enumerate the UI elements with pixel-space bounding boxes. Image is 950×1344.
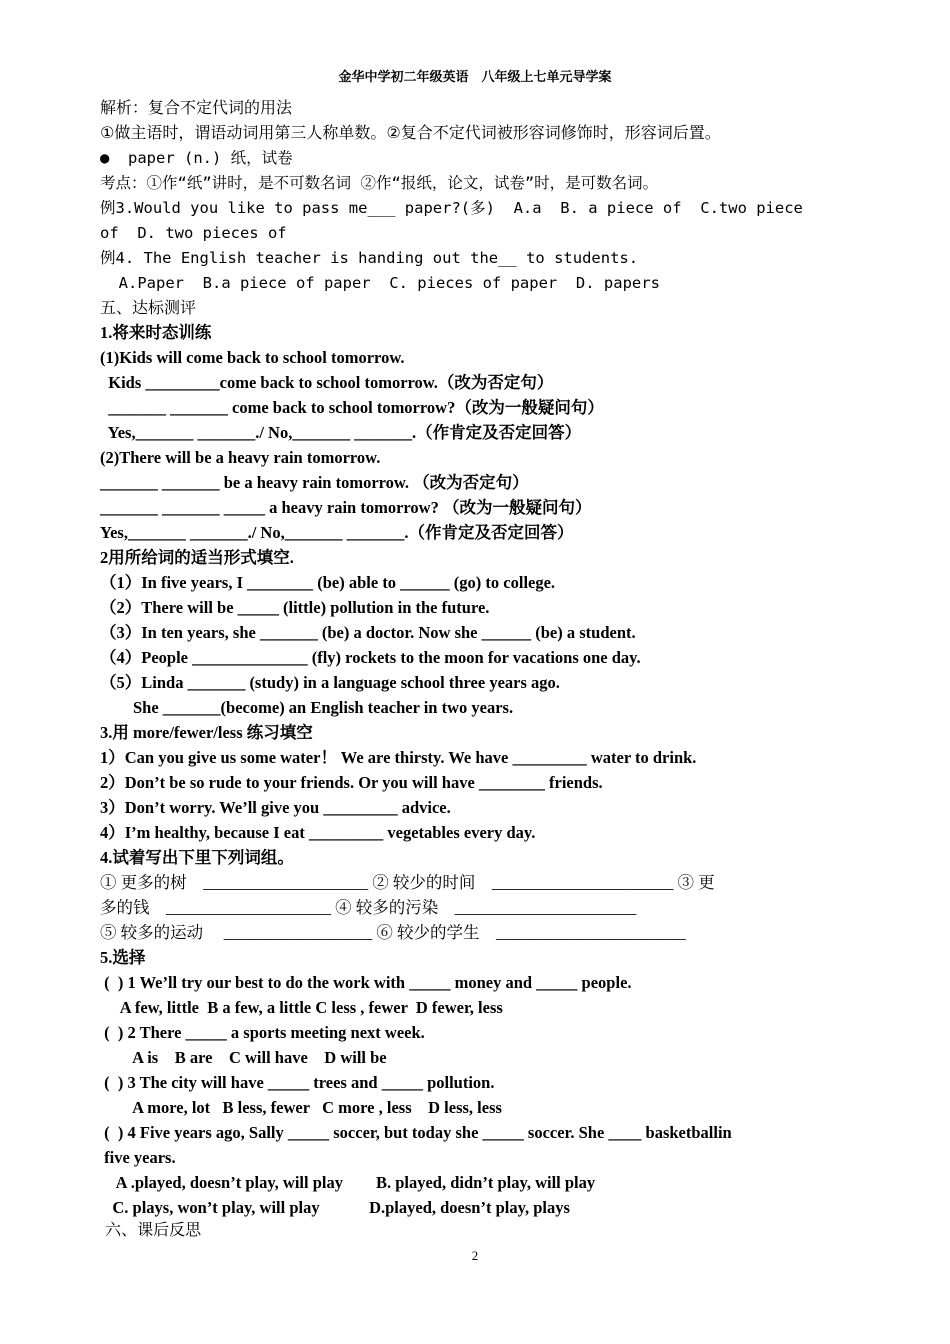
text-line: 3）Don’t worry. We’ll give you _________ advice. [100,798,451,817]
text-line: 2）Don’t be so rude to your friends. Or you will have ________ friends. [100,773,603,792]
text-line: ( ) 4 Five years ago, Sally _____ soccer, but today she _____ soccer. She ____ basketballin [100,1123,732,1142]
page-header: 金华中学初二年级英语 八年级上七单元导学案 [338,70,612,85]
text-line: of D. two pieces of [100,224,287,242]
section-heading: 六、课后反思 [100,1220,202,1239]
text-line: five years. [100,1148,176,1167]
text-line: A few, little B a few, a little C less , fewer D fewer, less [100,998,503,1017]
text-line: A .played, doesn’t play, will play B. played, didn’t play, will play [100,1173,596,1192]
text-line: She _______(become) an English teacher in two years. [100,698,514,717]
section-heading: 2用所给词的适当形式填空. [100,548,294,567]
text-line: 考点：①作“纸”讲时，是不可数名词 ②作“报纸，论文，试卷”时，是可数名词。 [100,174,659,192]
text-line: A more, lot B less, fewer C more , less D less, less [100,1098,502,1117]
text-line: Yes,_______ _______./ No,_______ _______.（作肯定及否定回答） [100,523,574,542]
text-line: 多的钱 ____________________ ④ 较多的污染 ______________________ [100,898,637,917]
text-line: Yes,_______ _______./ No,_______ _______.（作肯定及否定回答） [100,423,582,442]
text-line: _______ _______ be a heavy rain tomorrow. （改为否定句） [100,473,529,492]
text-line: 解析：复合不定代词的用法 [100,98,293,117]
text-line: ⑤ 较多的运动 __________________ ⑥ 较少的学生 _______________________ [100,923,686,942]
section-heading: 五、达标测评 [100,298,197,317]
text-line: （2）There will be _____ (little) pollution in the future. [100,598,490,617]
text-line: ( ) 3 The city will have _____ trees and _____ pollution. [100,1073,495,1092]
text-line: (2)There will be a heavy rain tomorrow. [100,448,381,467]
text-line: ①做主语时，谓语动词用第三人称单数。②复合不定代词被形容词修饰时，形容词后置。 [100,123,721,142]
text-line: 4）I’m healthy, because I eat _________ vegetables every day. [100,823,536,842]
text-line: 例3.Would you like to pass me___ paper?(多) A.a B. a piece of C.two piece [100,199,803,217]
text-line: ( ) 2 There _____ a sports meeting next week. [100,1023,425,1042]
text-line: ● paper (n.) 纸，试卷 [100,149,293,167]
page-number: 2 [471,1248,479,1263]
text-line: 例4. The English teacher is handing out the__ to students. [100,249,639,267]
section-heading: 1.将来时态训练 [100,323,212,342]
text-line: _______ _______ _____ a heavy rain tomorrow? （改为一般疑问句） [100,498,592,517]
section-heading: 3.用 more/fewer/less 练习填空 [100,723,313,742]
section-heading: 4.试着写出下里下列词组。 [100,848,294,867]
text-line: (1)Kids will come back to school tomorrow. [100,348,405,367]
text-line: _______ _______ come back to school tomorrow?（改为一般疑问句） [100,398,604,417]
text-line: A is B are C will have D will be [100,1048,387,1067]
text-line: ( ) 1 We’ll try our best to do the work with _____ money and _____ people. [100,973,632,992]
text-line: （3）In ten years, she _______ (be) a doctor. Now she ______ (be) a student. [100,623,636,642]
text-line: A.Paper B.a piece of paper C. pieces of paper D. papers [100,274,660,292]
text-line: （5）Linda _______ (study) in a language school three years ago. [100,673,560,692]
text-line: 1）Can you give us some water！ We are thirsty. We have _________ water to drink. [100,748,697,767]
text-line: C. plays, won’t play, will play D.played, doesn’t play, plays [100,1198,570,1217]
text-line: ① 更多的树 ____________________ ② 较少的时间 ______________________ ③ 更 [100,873,715,892]
text-line: Kids _________come back to school tomorrow.（改为否定句） [100,373,554,392]
text-line: （4）People ______________ (fly) rockets to the moon for vacations one day. [100,648,641,667]
section-heading: 5.选择 [100,948,146,967]
text-line: （1）In five years, I ________ (be) able to ______ (go) to college. [100,573,556,592]
